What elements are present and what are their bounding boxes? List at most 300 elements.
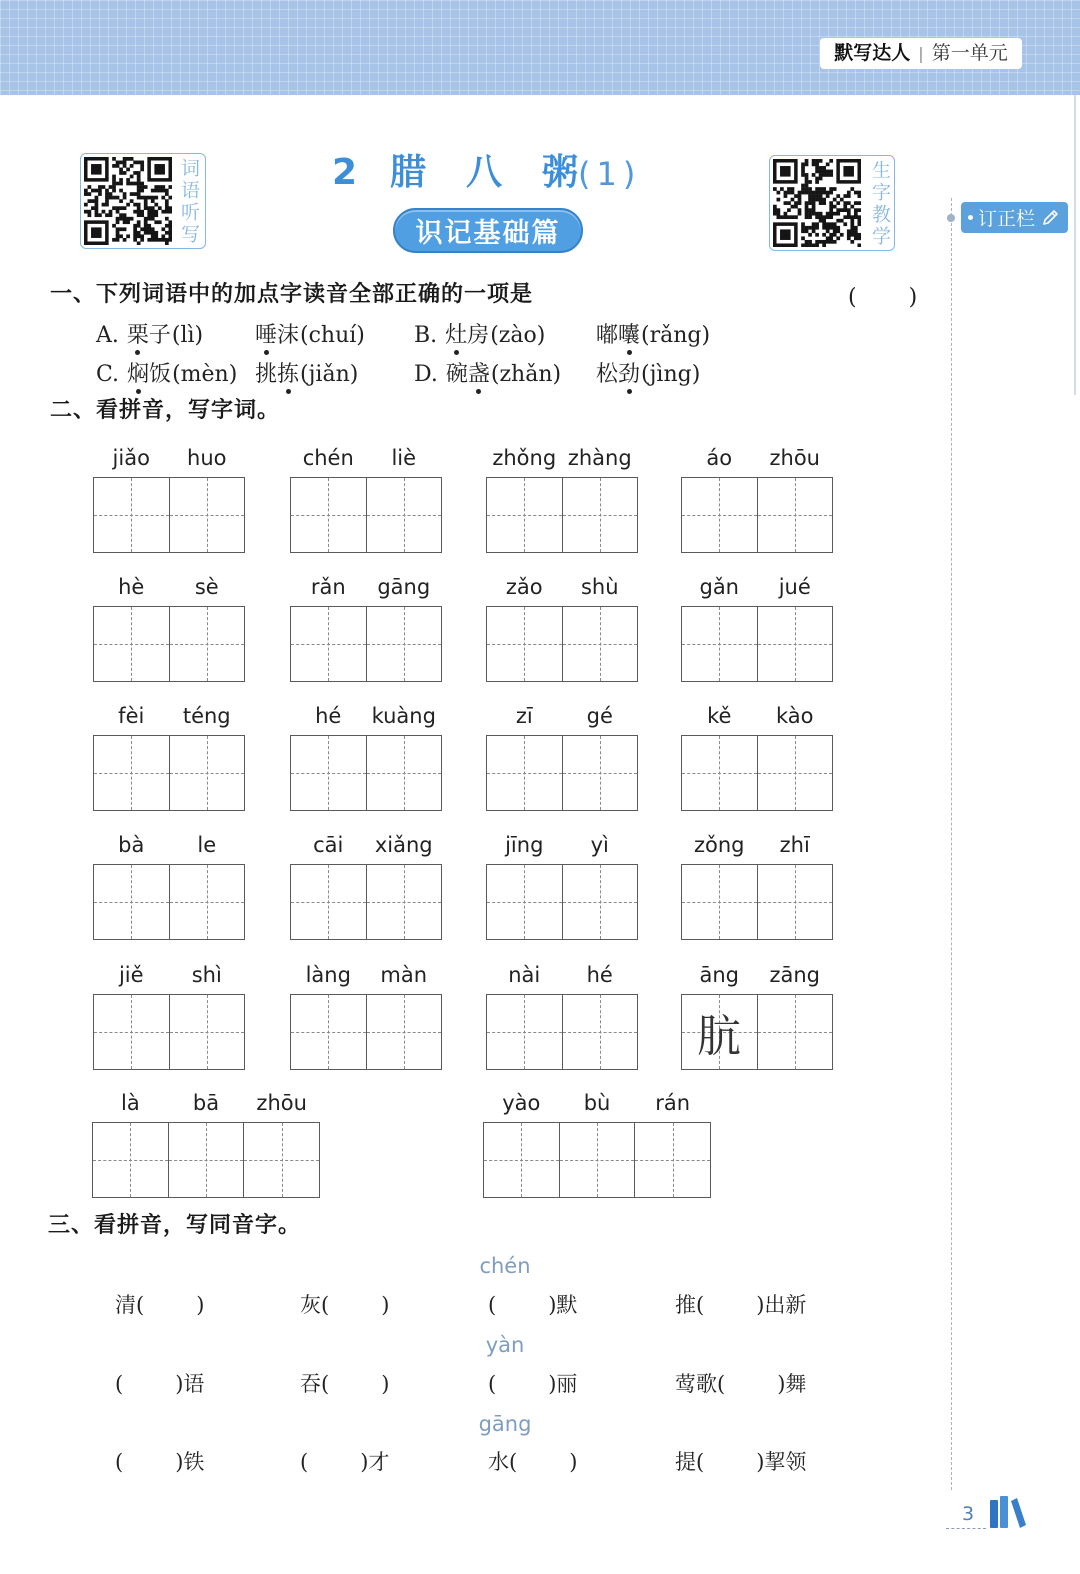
char-writing-cell[interactable] <box>484 1091 559 1197</box>
char-writing-cell[interactable] <box>94 963 169 1069</box>
qr-module <box>147 227 151 231</box>
word-box-group <box>290 963 442 1070</box>
books-icon <box>988 1495 1028 1529</box>
qr-module <box>819 198 823 202</box>
word-box-group <box>681 704 833 811</box>
qr-module <box>126 203 130 207</box>
char-writing-cell[interactable] <box>366 575 442 681</box>
qr-module <box>154 203 158 207</box>
qr-module <box>130 217 134 221</box>
qr-module <box>168 220 172 224</box>
qr-module <box>123 161 127 165</box>
qr-module <box>857 219 861 223</box>
option-pinyin: (zhǎn) <box>490 362 562 387</box>
qr-module <box>119 227 123 231</box>
qr-module <box>843 222 847 226</box>
qr-module <box>144 203 148 207</box>
qr-module <box>130 192 134 196</box>
qr-module <box>109 213 113 217</box>
qr-module <box>822 166 826 170</box>
qr-module <box>126 220 130 224</box>
qr-module <box>850 219 854 223</box>
char-writing-cell[interactable] <box>682 575 757 681</box>
qr-module <box>151 227 155 231</box>
qr-box-word-dictation[interactable] <box>80 153 206 249</box>
qr-module <box>105 192 109 196</box>
question-2-heading: 二、看拼音，写字词。 <box>50 398 281 423</box>
char-writing-cell[interactable] <box>757 575 833 681</box>
qr-module <box>808 198 812 202</box>
pinyin-label: zhōu <box>256 1091 307 1115</box>
char-writing-cell[interactable] <box>562 833 638 939</box>
qr-module <box>95 210 99 214</box>
qr-module <box>784 194 788 198</box>
qr-code[interactable] <box>773 159 861 247</box>
qr-module <box>822 201 826 205</box>
qr-module <box>801 173 805 177</box>
char-writing-cell[interactable] <box>757 833 833 939</box>
qr-module <box>91 164 102 175</box>
qr-module <box>109 192 113 196</box>
option-pinyin: (lì) <box>171 323 204 348</box>
qr-module <box>95 196 99 200</box>
qr-label: 词语听写 <box>178 158 200 246</box>
pinyin-label: jīng <box>505 833 544 857</box>
char-writing-cell[interactable] <box>93 1091 168 1197</box>
qr-module <box>826 229 830 233</box>
qr-module <box>812 222 816 226</box>
qr-module <box>812 201 816 205</box>
qr-module <box>780 166 791 177</box>
qr-module <box>91 227 102 238</box>
qr-module <box>154 185 158 189</box>
option-word <box>596 322 640 350</box>
qr-module <box>833 226 837 230</box>
answer-blank[interactable] <box>496 1372 548 1396</box>
qr-module <box>140 164 144 168</box>
char-writing-cell[interactable] <box>487 833 562 939</box>
qr-module <box>147 206 151 210</box>
qr-module <box>808 208 812 212</box>
qr-module <box>808 194 812 198</box>
qr-module <box>847 212 851 216</box>
qr-module <box>133 231 137 235</box>
char-writing-cell[interactable] <box>634 1091 710 1197</box>
pinyin-label: rǎn <box>310 575 346 599</box>
word-box-group <box>290 575 442 682</box>
qr-module <box>140 238 144 242</box>
qr-module <box>88 213 92 217</box>
char-writing-cell[interactable] <box>94 575 169 681</box>
pinyin-label: hé <box>586 963 613 987</box>
qr-module <box>836 226 840 230</box>
char-writing-cell[interactable] <box>169 575 245 681</box>
qr-module <box>787 215 791 219</box>
lesson-title-char: 腊 <box>390 152 427 193</box>
word-box-group <box>290 704 442 811</box>
pinyin-label: gé <box>586 704 613 728</box>
qr-module <box>829 222 833 226</box>
qr-module <box>140 189 144 193</box>
page-number-underline <box>946 1528 986 1529</box>
qr-module <box>151 238 155 242</box>
qr-module <box>116 234 120 238</box>
qr-module <box>161 196 165 200</box>
correction-divider-dot <box>947 214 955 222</box>
pinyin-label: fèi <box>118 704 145 728</box>
word-box-group <box>93 575 245 682</box>
char-writing-cell[interactable] <box>291 575 366 681</box>
qr-module <box>168 210 172 214</box>
qr-module <box>147 210 151 214</box>
qr-module <box>847 233 851 237</box>
qr-module <box>805 191 809 195</box>
qr-module <box>847 194 851 198</box>
qr-module <box>808 187 812 191</box>
qr-module <box>140 185 144 189</box>
qr-module <box>147 213 151 217</box>
qr-module <box>843 208 847 212</box>
option-word <box>127 361 171 389</box>
qr-module <box>137 171 141 175</box>
qr-module <box>819 194 823 198</box>
qr-module <box>829 187 833 191</box>
option-word-item <box>596 322 710 350</box>
answer-blank[interactable] <box>704 1293 756 1317</box>
qr-module <box>95 203 99 207</box>
subtitle-pill: 识记基础篇 <box>393 208 583 253</box>
word-box-group <box>486 446 638 553</box>
word-box-group <box>486 575 638 682</box>
qr-module <box>133 192 137 196</box>
answer-blank[interactable] <box>144 1293 196 1317</box>
qr-module <box>126 234 130 238</box>
char-writing-cell[interactable] <box>169 704 245 810</box>
char-writing-cell[interactable] <box>243 1091 319 1197</box>
qr-module <box>815 233 819 237</box>
qr-module <box>137 185 141 189</box>
answer-blank[interactable] <box>704 1450 756 1474</box>
qr-module <box>819 215 823 219</box>
char-writing-cell[interactable] <box>291 446 366 552</box>
qr-module <box>819 173 823 177</box>
char-writing-cell[interactable] <box>169 446 245 552</box>
item-prefix: ( <box>488 1293 497 1317</box>
qr-module <box>826 191 830 195</box>
char-writing-cell[interactable] <box>291 833 366 939</box>
qr-module <box>126 217 130 221</box>
pinyin-label: jiě <box>118 963 144 987</box>
qr-module <box>808 233 812 237</box>
qr-module <box>773 212 777 216</box>
qr-module <box>151 196 155 200</box>
qr-module <box>137 224 141 228</box>
qr-module <box>822 170 826 174</box>
qr-module <box>812 205 816 209</box>
char-writing-cell[interactable] <box>291 963 366 1069</box>
qr-code[interactable] <box>84 157 172 245</box>
qr-module <box>165 231 169 235</box>
char-writing-cell[interactable] <box>366 704 442 810</box>
qr-module <box>836 194 840 198</box>
pinyin-label: làng <box>305 963 351 987</box>
word-box-group <box>93 833 245 940</box>
qr-module <box>88 210 92 214</box>
option-word-item <box>596 361 700 389</box>
qr-module <box>137 231 141 235</box>
qr-module <box>154 164 165 175</box>
char-writing-cell[interactable] <box>366 833 442 939</box>
answer-blank[interactable] <box>857 285 909 311</box>
qr-module <box>854 233 858 237</box>
qr-module <box>833 229 837 233</box>
qr-module <box>801 191 805 195</box>
qr-module <box>801 187 805 191</box>
qr-module <box>130 157 134 161</box>
qr-module <box>819 191 823 195</box>
qr-module <box>123 171 127 175</box>
qr-module <box>140 161 144 165</box>
char-writing-cell[interactable] <box>169 833 245 939</box>
qr-module <box>805 173 809 177</box>
answer-paren-close: ) <box>908 285 918 310</box>
qr-module <box>144 231 148 235</box>
qr-module <box>833 205 837 209</box>
item-suffix: )才 <box>360 1450 390 1474</box>
qr-module <box>119 234 123 238</box>
qr-module <box>822 173 826 177</box>
char-writing-cell[interactable] <box>682 963 757 1069</box>
answer-blank[interactable] <box>308 1450 360 1474</box>
qr-module <box>144 206 148 210</box>
qr-module <box>857 233 861 237</box>
word-box-group <box>483 1091 711 1198</box>
qr-module <box>147 238 151 242</box>
char-writing-cell[interactable] <box>366 963 442 1069</box>
qr-module <box>780 187 784 191</box>
qr-module <box>801 184 805 188</box>
qr-module <box>84 203 88 207</box>
char-writing-cell[interactable] <box>562 963 638 1069</box>
item-suffix: )舞 <box>777 1372 807 1396</box>
qr-module <box>777 191 781 195</box>
word-box-group <box>681 833 833 940</box>
pinyin-label: téng <box>182 704 231 728</box>
qr-module <box>822 226 826 230</box>
homophone-item <box>675 1292 806 1318</box>
char-writing-cell[interactable] <box>291 704 366 810</box>
emphasis-dot <box>476 389 481 394</box>
char-writing-cell[interactable] <box>757 704 833 810</box>
qr-module <box>805 180 809 184</box>
option-letter: B. <box>414 323 438 348</box>
qr-module <box>133 234 137 238</box>
qr-module <box>805 184 809 188</box>
qr-module <box>168 224 172 228</box>
homophone-item <box>488 1449 577 1475</box>
pinyin-label: zhōu <box>769 446 820 470</box>
item-suffix: )铁 <box>175 1450 205 1474</box>
word-box-group <box>92 1091 320 1198</box>
qr-module <box>801 236 805 240</box>
qr-module <box>843 215 847 219</box>
qr-label: 生字教学 <box>869 160 891 248</box>
char-writing-cell[interactable] <box>487 575 562 681</box>
qr-module <box>137 161 141 165</box>
answer-blank[interactable] <box>725 1372 777 1396</box>
qr-module <box>808 201 812 205</box>
pinyin-label: nài <box>508 963 541 987</box>
qr-module <box>133 238 137 242</box>
option-letter: D. <box>414 362 438 387</box>
qr-module <box>154 213 158 217</box>
qr-module <box>147 231 151 235</box>
qr-box-char-teaching[interactable] <box>769 155 895 251</box>
tag-separator: | <box>918 43 924 63</box>
answer-blank[interactable] <box>329 1293 381 1317</box>
char-writing-cell[interactable] <box>487 963 562 1069</box>
qr-module <box>137 210 141 214</box>
qr-module <box>840 208 844 212</box>
char-writing-cell[interactable] <box>757 963 833 1069</box>
char-writing-cell[interactable] <box>366 446 442 552</box>
item-prefix: 灰( <box>300 1293 330 1317</box>
char-writing-cell[interactable] <box>169 963 245 1069</box>
qr-module <box>116 227 120 231</box>
qr-module <box>854 191 858 195</box>
qr-module <box>829 205 833 209</box>
qr-module <box>819 166 823 170</box>
homophone-item <box>488 1292 577 1318</box>
char-writing-cell[interactable] <box>682 704 757 810</box>
qr-module <box>847 229 851 233</box>
char-writing-cell[interactable] <box>757 446 833 552</box>
qr-module <box>780 215 784 219</box>
item-suffix: )丽 <box>548 1372 578 1396</box>
qr-module <box>787 208 791 212</box>
answer-blank[interactable] <box>496 1293 548 1317</box>
char-writing-cell[interactable] <box>94 446 169 552</box>
homophone-pinyin: yàn <box>485 1333 525 1357</box>
qr-module <box>822 191 826 195</box>
char-writing-cell[interactable] <box>94 704 169 810</box>
qr-module <box>112 189 116 193</box>
qr-module <box>826 222 830 226</box>
qr-module <box>784 191 788 195</box>
qr-module <box>808 226 812 230</box>
series-unit-tag <box>820 38 1022 69</box>
qr-module <box>773 187 777 191</box>
qr-module <box>794 215 798 219</box>
answer-blank[interactable] <box>123 1372 175 1396</box>
qr-module <box>815 194 819 198</box>
qr-module <box>829 226 833 230</box>
qr-module <box>812 208 816 212</box>
homophone-item <box>300 1449 389 1475</box>
option-word-text: 嘟囔 <box>596 323 641 348</box>
qr-module <box>843 166 854 177</box>
qr-module <box>116 220 120 224</box>
qr-module <box>165 241 169 245</box>
qr-module <box>116 210 120 214</box>
qr-module <box>822 222 826 226</box>
qr-module <box>119 206 123 210</box>
qr-module <box>808 243 812 247</box>
pinyin-label: liè <box>391 446 417 470</box>
emphasis-dot <box>264 350 269 355</box>
qr-module <box>137 182 141 186</box>
option-word-item <box>255 322 365 350</box>
qr-module <box>123 192 127 196</box>
homophone-item <box>675 1371 806 1397</box>
qr-module <box>151 189 155 193</box>
char-writing-cell[interactable] <box>487 446 562 552</box>
item-prefix: ( <box>115 1372 124 1396</box>
qr-module <box>137 234 141 238</box>
pencil-body <box>1044 211 1057 224</box>
char-writing-cell[interactable] <box>562 446 638 552</box>
qr-module <box>836 208 840 212</box>
qr-module <box>794 205 798 209</box>
qr-module <box>787 191 791 195</box>
qr-module <box>112 224 116 228</box>
char-writing-cell[interactable] <box>559 1091 635 1197</box>
char-writing-cell[interactable] <box>562 704 638 810</box>
pinyin-label: āng <box>699 963 739 987</box>
pencil-band <box>1052 213 1055 216</box>
answer-blank[interactable] <box>329 1372 381 1396</box>
option-word <box>446 361 490 389</box>
qr-module <box>158 238 162 242</box>
qr-module <box>854 226 858 230</box>
homophone-item <box>115 1449 204 1475</box>
word-box-group <box>93 963 245 1070</box>
char-writing-cell[interactable] <box>168 1091 244 1197</box>
item-prefix: ( <box>488 1372 497 1396</box>
answer-blank[interactable] <box>123 1450 175 1474</box>
char-writing-cell[interactable] <box>487 704 562 810</box>
qr-module <box>798 208 802 212</box>
qr-module <box>787 187 791 191</box>
pinyin-label: gāng <box>377 575 431 599</box>
qr-module <box>112 238 116 242</box>
qr-module <box>112 157 116 161</box>
qr-module <box>123 227 127 231</box>
pinyin-label: zhǒng <box>492 446 557 470</box>
qr-module <box>105 203 109 207</box>
qr-module <box>165 192 169 196</box>
answer-blank[interactable] <box>517 1450 569 1474</box>
option-pinyin: (rǎng) <box>641 323 711 348</box>
char-writing-cell[interactable] <box>562 575 638 681</box>
qr-module <box>850 215 854 219</box>
written-char: 肮 <box>697 1011 742 1062</box>
qr-module <box>777 212 781 216</box>
pinyin-label: cāi <box>313 833 344 857</box>
char-writing-cell[interactable] <box>94 833 169 939</box>
option-word <box>255 361 299 389</box>
char-writing-cell[interactable] <box>682 446 757 552</box>
qr-module <box>168 231 172 235</box>
qr-module <box>123 220 127 224</box>
char-writing-cell[interactable] <box>682 833 757 939</box>
qr-module <box>801 166 805 170</box>
qr-module <box>168 185 172 189</box>
qr-module <box>158 206 162 210</box>
qr-module <box>95 189 99 193</box>
qr-module <box>847 191 851 195</box>
option-pinyin: (jiǎn) <box>300 362 359 387</box>
